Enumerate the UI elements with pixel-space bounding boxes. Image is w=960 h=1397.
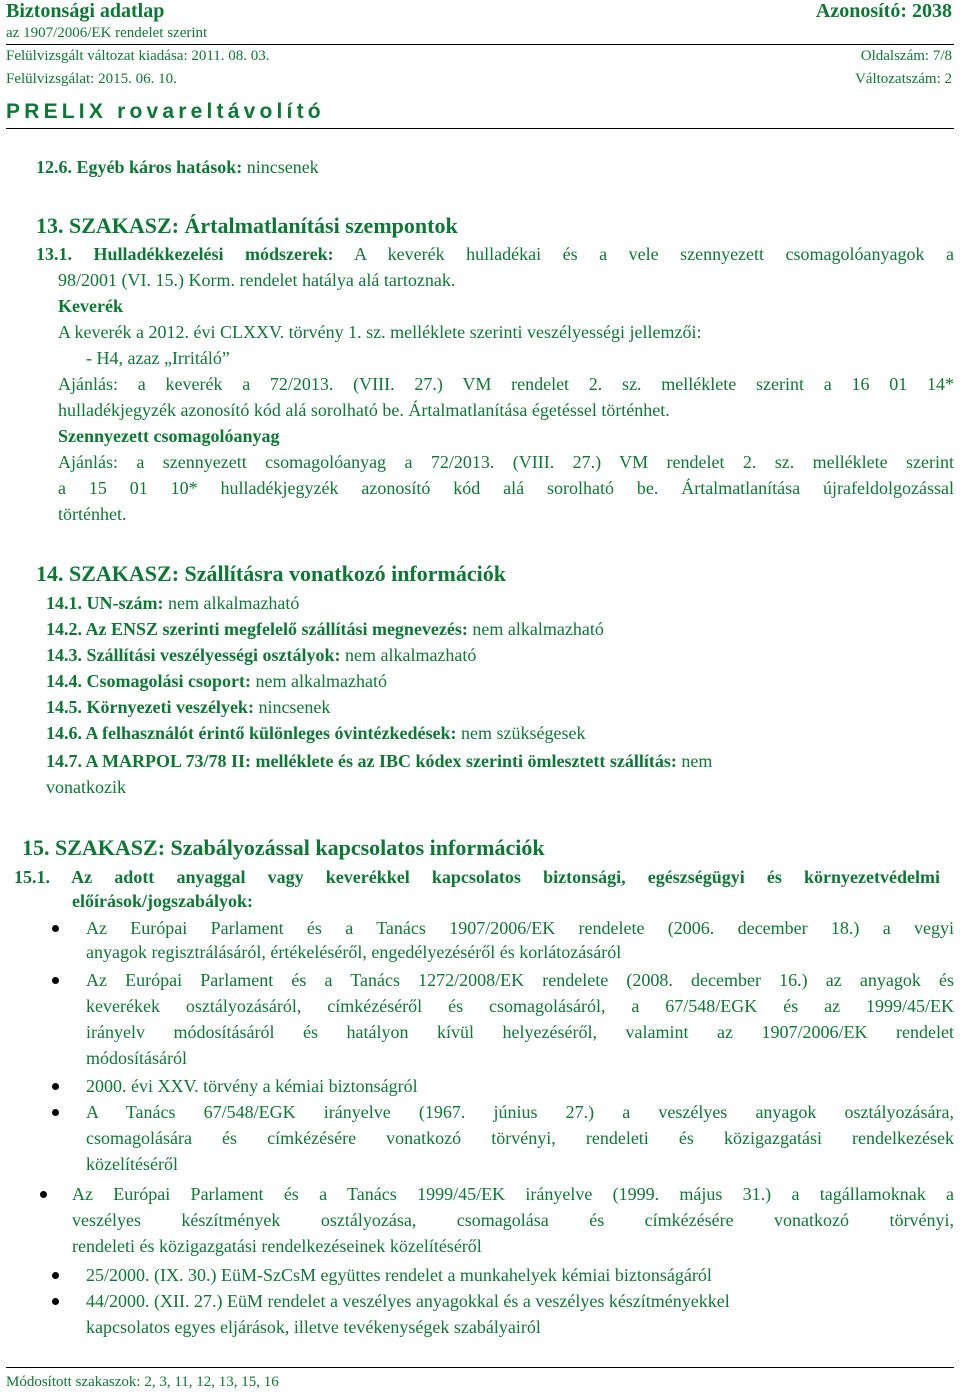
- item-label: 14.7. A MARPOL 73/78 II: melléklete és az IBC kódex szerinti ömlesztett szállítás:: [46, 751, 677, 771]
- bullet-5-line-1: Az Európai Parlament és a Tanács 1999/45/EK irányelve (1999. május 31.) a tagállamoknak a: [72, 1184, 954, 1204]
- footer-rule: [6, 1367, 954, 1368]
- bullet-dot: [52, 1109, 59, 1116]
- item-value: nem alkalmazható: [472, 619, 604, 639]
- section-14-item-2: [46, 618, 604, 640]
- bullet-4-line-2: csomagolására és címkézésére vonatkozó törvényi, rendeleti és közigazgatási rendelkezések: [86, 1128, 954, 1148]
- section-14-item-1: [46, 592, 299, 614]
- bullet-dot: [52, 1298, 59, 1305]
- section-13-1-label: 13.1. Hulladékkezelési módszerek:: [36, 244, 334, 264]
- section-14-item-3: [46, 644, 476, 666]
- item-label: 14.4. Csomagolási csoport:: [46, 671, 251, 691]
- pack-recommendation-c: történhet.: [58, 504, 127, 524]
- section-15-heading: 15. SZAKASZ: Szabályozással kapcsolatos információk: [22, 835, 545, 860]
- bullet-2-line-3: irányelv módosításáról és hatályon kívül helyezéséről, valamint az 1907/2006/EK rendelet: [86, 1022, 954, 1042]
- identifier: Azonosító: 2038: [815, 0, 952, 22]
- section-15-1-line-2: előírások/jogszabályok:: [72, 891, 254, 911]
- modified-sections: Módosított szakaszok: 2, 3, 11, 12, 13, 15, 16: [6, 1374, 279, 1390]
- mix-law: A keverék a 2012. évi CLXXV. törvény 1. sz. melléklete szerinti veszélyességi jellemzői:: [58, 322, 702, 342]
- bullet-7-line-2: kapcsolatos egyes eljárások, illetve tevékenységek szabályairól: [86, 1317, 541, 1337]
- doc-title: Biztonsági adatlap: [6, 0, 165, 22]
- pack-heading: Szennyezett csomagolóanyag: [58, 426, 280, 446]
- regulation-ref: az 1907/2006/EK rendelet szerint: [6, 25, 208, 41]
- bullet-1-line-1: Az Európai Parlament és a Tanács 1907/2006/EK rendelete (2006. december 18.) a vegyi: [86, 918, 954, 938]
- page-number: Oldalszám: 7/8: [860, 48, 952, 64]
- item-value: nem alkalmazható: [344, 645, 477, 665]
- item-label: 14.5. Környezeti veszélyek:: [46, 697, 254, 717]
- bullet-dot: [52, 1272, 59, 1279]
- item-value: nem: [681, 751, 713, 771]
- bullet-2-line-4: módosításáról: [86, 1048, 187, 1068]
- bullet-5-line-3: rendeleti és közigazgatási rendelkezéseinek közelítéséről: [72, 1236, 482, 1256]
- section-14-item-7-cont: vonatkozik: [46, 777, 126, 797]
- bullet-4-line-3: közelítéséről: [86, 1154, 178, 1174]
- item-label: 14.3. Szállítási veszélyességi osztályok:: [46, 645, 341, 665]
- item-value: nem szükségesek: [461, 723, 586, 743]
- review-date: Felülvizsgálat: 2015. 06. 10.: [6, 71, 177, 87]
- mix-recommendation-a: Ajánlás: a keverék a 72/2013. (VIII. 27.) VM rendelet 2. sz. melléklete szerint a 16 01 14*: [58, 374, 954, 394]
- item-value: nincsenek: [258, 697, 331, 717]
- section-12-6-value: nincsenek: [246, 157, 319, 177]
- item-label: 14.1. UN-szám:: [46, 593, 164, 613]
- bullet-dot: [52, 1083, 59, 1090]
- product-name: PRELIX rovareltávolító: [6, 100, 325, 123]
- version-number: Változatszám: 2: [854, 71, 952, 87]
- bullet-2-line-2: keverékek osztályozásáról, címkézéséről és csomagolásáról, a 67/548/EGK és az 1999/45/EK: [86, 996, 954, 1016]
- mix-recommendation-b: hulladékjegyzék azonosító kód alá sorolható be. Ártalmatlanítása égetéssel történhet.: [58, 400, 670, 420]
- item-value: nem alkalmazható: [167, 593, 300, 613]
- item-value: nem alkalmazható: [255, 671, 387, 691]
- header-rule-2: [6, 128, 954, 129]
- section-13-1-line-1: [36, 243, 954, 265]
- bullet-6-line-1: 25/2000. (IX. 30.) EüM-SzCsM együttes rendelet a munkahelyek kémiai biztonságáról: [86, 1265, 712, 1285]
- bullet-5-line-2: veszélyes készítmények osztályozása, csomagolása és címkézésére vonatkozó törvényi,: [72, 1210, 954, 1230]
- section-13-heading: 13. SZAKASZ: Ártalmatlanítási szempontok: [36, 213, 458, 238]
- header-rule-1: [6, 44, 954, 45]
- section-12-6: [36, 156, 319, 178]
- section-12-6-label: 12.6. Egyéb káros hatások:: [36, 157, 243, 177]
- section-13-1-text-b: 98/2001 (VI. 15.) Korm. rendelet hatálya alá tartoznak.: [58, 270, 456, 290]
- section-14-heading: 14. SZAKASZ: Szállításra vonatkozó információk: [36, 561, 506, 586]
- mix-heading: Keverék: [58, 296, 123, 316]
- section-15-1-line-1: 15.1. Az adott anyaggal vagy keverékkel kapcsolatos biztonsági, egészségügyi és környezetvédelmi: [14, 867, 940, 887]
- item-label: 14.6. A felhasználót érintő különleges óvintézkedések:: [46, 723, 457, 743]
- section-14-item-4: [46, 670, 387, 692]
- bullet-7-line-1: 44/2000. (XII. 27.) EüM rendelet a veszélyes anyagokkal és a veszélyes készítményekkel: [86, 1291, 730, 1311]
- section-13-1-text-a: A keverék hulladékai és a vele szennyezett csomagolóanyagok a: [354, 244, 954, 264]
- item-label: 14.2. Az ENSZ szerinti megfelelő szállítási megnevezés:: [46, 619, 468, 639]
- bullet-4-line-1: A Tanács 67/548/EGK irányelve (1967. június 27.) a veszélyes anyagok osztályozására,: [86, 1102, 954, 1122]
- section-14-item-6: [46, 722, 585, 744]
- bullet-dot: [52, 977, 59, 984]
- bullet-2-line-1: Az Európai Parlament és a Tanács 1272/2008/EK rendelete (2008. december 16.) az anyagok és: [86, 970, 954, 990]
- section-14-item-5: [46, 696, 330, 718]
- mix-hazard: - H4, azaz „Irritáló”: [86, 348, 230, 368]
- revised-release: Felülvizsgált változat kiadása: 2011. 08. 03.: [6, 48, 270, 64]
- pack-recommendation-a: Ajánlás: a szennyezett csomagolóanyag a 72/2013. (VIII. 27.) VM rendelet 2. sz. melléklete szerint: [58, 452, 954, 472]
- bullet-3-line-1: 2000. évi XXV. törvény a kémiai biztonságról: [86, 1076, 418, 1096]
- pack-recommendation-b: a 15 01 10* hulladékjegyzék azonosító kód alá sorolható be. Ártalmatlanítása újrafeldolgozással: [58, 478, 954, 498]
- bullet-dot: [52, 925, 59, 932]
- bullet-1-line-2: anyagok regisztrálásáról, értékeléséről, engedélyezéséről és korlátozásáról: [86, 942, 622, 962]
- section-14-item-7: [46, 750, 712, 772]
- bullet-dot: [40, 1191, 47, 1198]
